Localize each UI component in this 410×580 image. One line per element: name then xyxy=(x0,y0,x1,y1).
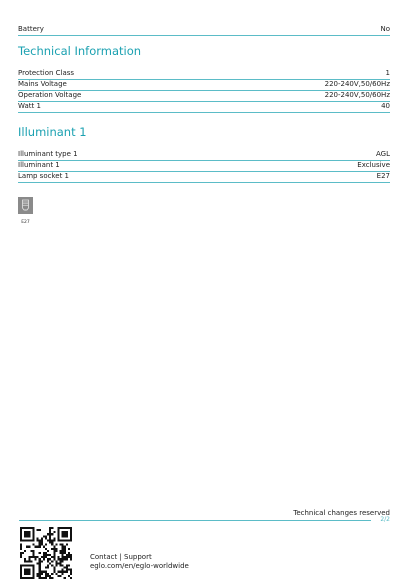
table-row xyxy=(18,69,390,80)
row-value: 1 xyxy=(385,69,390,77)
table-row-battery xyxy=(18,25,390,36)
row-value: 220-240V,50/60Hz xyxy=(324,80,390,88)
table-row xyxy=(18,102,390,113)
contact-block xyxy=(90,553,189,571)
qr-code-icon[interactable] xyxy=(20,527,72,579)
row-value: 40 xyxy=(381,102,390,110)
row-value: Exclusive xyxy=(357,161,390,169)
row-label: Lamp socket 1 xyxy=(18,172,69,180)
table-row xyxy=(18,150,390,161)
socket-label: E27 xyxy=(21,220,30,225)
footer-divider xyxy=(19,520,371,521)
row-label: Illuminant type 1 xyxy=(18,150,78,158)
row-label: Illuminant 1 xyxy=(18,161,60,169)
table-row xyxy=(18,80,390,91)
website-link[interactable]: eglo.com/en/eglo-worldwide xyxy=(90,562,189,570)
table-row xyxy=(18,172,390,183)
section-title-illuminant: Illuminant 1 xyxy=(18,125,87,139)
row-value: No xyxy=(380,25,390,33)
page-number: 2/2 xyxy=(380,516,390,523)
contact-support-link[interactable]: Contact | Support xyxy=(90,553,152,561)
row-label: Battery xyxy=(18,25,44,33)
e27-socket-icon xyxy=(18,197,33,214)
table-row xyxy=(18,91,390,102)
section-title-technical: Technical Information xyxy=(18,44,142,58)
row-value: E27 xyxy=(376,172,390,180)
row-value: AGL xyxy=(376,150,390,158)
row-label: Protection Class xyxy=(18,69,75,77)
row-label: Mains Voltage xyxy=(18,80,67,88)
bulb-socket-icon xyxy=(20,199,31,212)
row-label: Watt 1 xyxy=(18,102,41,110)
row-value: 220-240V,50/60Hz xyxy=(324,91,390,99)
table-row xyxy=(18,161,390,172)
row-label: Operation Voltage xyxy=(18,91,82,99)
footer-note: Technical changes reserved xyxy=(293,509,390,517)
